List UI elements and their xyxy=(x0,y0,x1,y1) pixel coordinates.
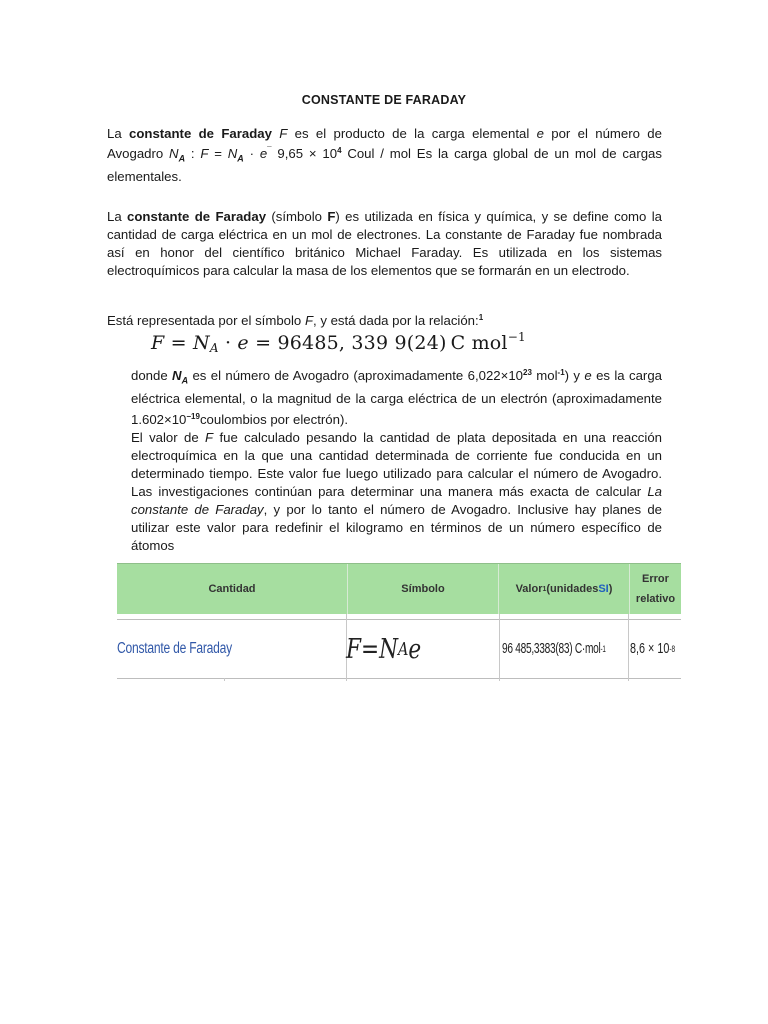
header-valor-text: (unidades xyxy=(546,583,599,595)
symbol-e: e xyxy=(584,368,592,383)
faraday-formula xyxy=(151,330,526,355)
formula-F: F xyxy=(151,332,165,354)
symbol-F: F xyxy=(205,430,214,445)
symbol-N: N xyxy=(172,368,182,383)
symbol-F: F xyxy=(304,313,313,328)
formula-N: N xyxy=(193,332,210,354)
superscript: 4 xyxy=(337,146,342,155)
text: es el producto de la carga elemental xyxy=(287,126,537,141)
formula-exponent: −1 xyxy=(507,330,526,344)
cell-error-exp: -8 xyxy=(669,643,676,654)
italic-term: La constante de Faraday xyxy=(131,484,662,517)
symbol-F: F xyxy=(279,126,288,141)
si-link[interactable]: SI xyxy=(598,583,609,595)
header-valor-text: ) xyxy=(608,583,613,595)
symbol-e: e xyxy=(259,146,268,161)
footnote-ref: 1 xyxy=(542,585,547,593)
header-simbolo: Símbolo xyxy=(348,564,499,614)
header-valor xyxy=(499,564,630,614)
text: mol xyxy=(531,368,558,383)
value-cell xyxy=(502,626,606,671)
row-divider xyxy=(117,619,681,620)
formula-unit: C mol xyxy=(450,332,508,354)
subscript-A: A xyxy=(178,153,186,164)
symbol-e: e xyxy=(536,126,544,141)
cell-eq: = xyxy=(360,633,380,665)
table-row xyxy=(117,626,232,671)
subscript-A: A xyxy=(181,375,189,386)
text: El valor de xyxy=(131,430,206,445)
subscript-A: A xyxy=(237,153,244,164)
header-error xyxy=(630,564,681,614)
document-title: CONSTANTE DE FARADAY xyxy=(301,93,467,107)
text: 9,65 × 10 xyxy=(271,146,338,161)
text: · xyxy=(243,146,260,161)
header-cantidad: Cantidad xyxy=(117,564,348,614)
header-valor-text: Valor xyxy=(515,583,543,595)
column-divider xyxy=(628,614,629,681)
paragraph-description xyxy=(107,208,662,280)
cell-value: 96 485,3383(83) C·mol xyxy=(502,640,601,657)
symbol-N: N xyxy=(227,146,238,161)
superscript: 23 xyxy=(523,368,532,377)
column-divider xyxy=(224,678,225,681)
symbol-cell xyxy=(346,624,421,674)
symbol-N: N xyxy=(169,146,179,161)
row-divider xyxy=(117,678,681,679)
text: es la carga eléctrica elemental, o la magnitud de la carga eléctrica de un electrón (aproximadamente 1.602×10 xyxy=(131,368,662,427)
header-error-line1: Error xyxy=(642,573,669,585)
paragraph-relation xyxy=(107,309,662,330)
paragraph-where xyxy=(131,364,662,429)
text: , y está dada por la relación: xyxy=(313,313,479,328)
formula-eq: = xyxy=(164,332,193,354)
text: por el número de Avogadro xyxy=(107,126,662,161)
cell-A: A xyxy=(397,638,409,660)
symbol-F: F xyxy=(200,146,209,161)
cell-value-exp: -1 xyxy=(600,643,606,654)
cell-N: N xyxy=(379,633,398,665)
footnote-ref: 1 xyxy=(478,313,484,322)
text: es el número de Avogadro (aproximadamente 6,022×10 xyxy=(188,368,523,383)
formula-e: e xyxy=(237,332,249,354)
text: fue calculado pesando la cantidad de plata depositada en una reacción electroquímica en la que una cantidad determinada de corriente fue conducida en un determinado tiempo. Este valor fue luego utilizado para calcular el número de Avogadro. Las investigaciones continúan para determinar una manera más exacta de calcular xyxy=(131,430,662,499)
formula-value: = 96485, 339 9(24) xyxy=(248,332,447,354)
text: ) es utilizada en física y química, y se define como la cantidad de carga eléctrica en un mol de electrones. La constante de Faraday fue nombrada así en honor del científico británico Michael Faraday. Es utilizada en los sistemas electroquímicos para calcular la masa de los elementos que se formarán en un electrodo. xyxy=(107,209,662,278)
table-header xyxy=(117,563,681,615)
text: donde xyxy=(131,368,173,383)
text: La xyxy=(107,126,129,141)
term-bold: constante de Faraday xyxy=(127,209,267,224)
formula-A: A xyxy=(209,341,219,355)
paragraph-history xyxy=(131,429,662,555)
column-divider xyxy=(499,614,500,681)
term-bold: constante de Faraday xyxy=(129,126,272,141)
formula-dot: · xyxy=(218,332,238,354)
paragraph-definition xyxy=(107,125,662,185)
cell-F: F xyxy=(346,633,361,665)
text: (símbolo xyxy=(266,209,328,224)
text: , y por lo tanto el número de Avogadro. Inclusive hay planes de utilizar este valor para redefinir el kilogramo en términos de un número específico de átomos xyxy=(131,502,662,553)
superscript: ¯ xyxy=(267,146,272,155)
table-body xyxy=(117,614,681,681)
symbol-F-bold: F xyxy=(327,209,336,224)
constant-table xyxy=(117,563,681,681)
text: Está representada por el símbolo xyxy=(107,313,305,328)
faraday-link[interactable]: Constante de Faraday xyxy=(117,639,232,657)
text: Coul / mol Es la carga global de un mol de cargas elementales. xyxy=(107,146,662,184)
superscript: −19 xyxy=(186,411,200,421)
error-cell xyxy=(630,626,675,671)
cell-e: e xyxy=(408,633,422,665)
text: La xyxy=(107,209,128,224)
text: coulombios por electrón). xyxy=(199,411,349,427)
text: ) y xyxy=(564,368,585,383)
text: : xyxy=(185,146,201,161)
text: = xyxy=(208,146,228,161)
superscript: -1 xyxy=(557,368,565,377)
header-error-line2: relativo xyxy=(635,593,676,605)
cell-error: 8,6 × 10 xyxy=(630,640,670,657)
